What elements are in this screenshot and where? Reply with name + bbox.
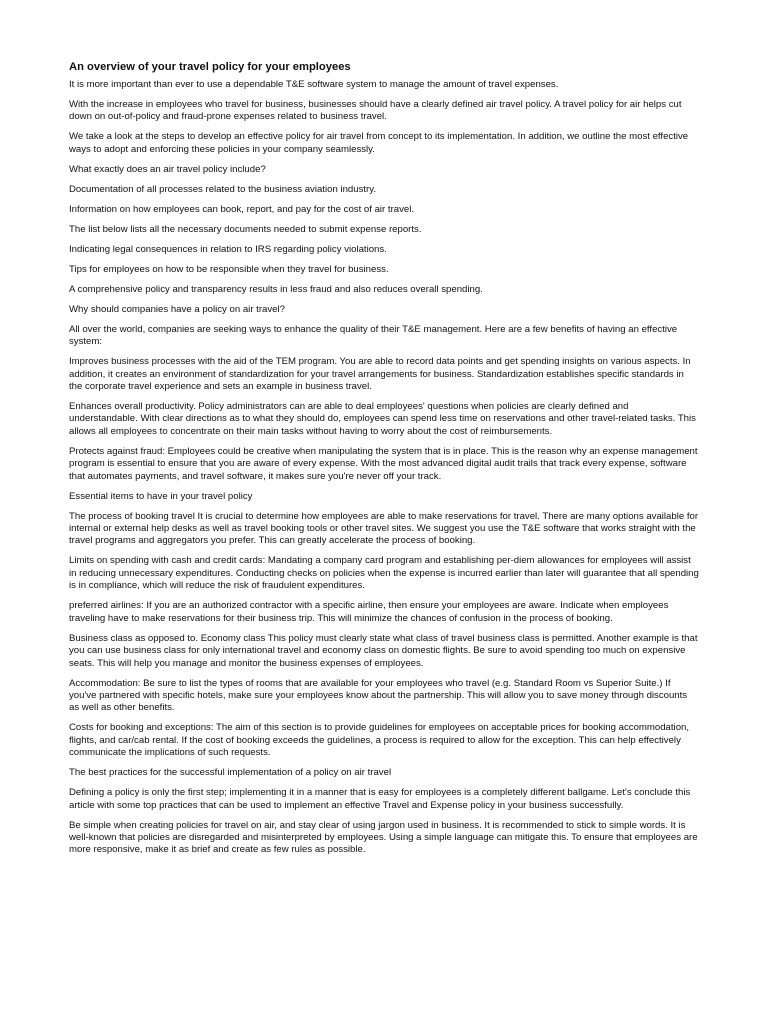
paragraph: Enhances overall productivity. Policy administrators can are able to deal employees' questions when policies are clearly defined and understandable. With clear directions as to what they should do, employees can spend less time on reservations and other travel-related tasks. This allows all employees to concentrate on their main tasks without having to worry about the cost of reimbursements. bbox=[69, 401, 696, 437]
paragraph: All over the world, companies are seeking ways to enhance the quality of their T&E management. Here are a few benefits of having an effective system: bbox=[69, 323, 678, 348]
paragraph: With the increase in employees who travel for business, businesses should have a clearly defined air travel policy. A travel policy for air helps cut down on out-of-policy and fraud-prone expenses related to business travel. bbox=[69, 99, 682, 123]
paragraph: Business class as opposed to. Economy class This policy must clearly state what class of travel business class is permitted. Another example is that you can use business class for only international travel and economy class on domestic flights. Be sure to avoid spending too much on expensive seats. This will help you manage and monitor the business expenses of employees. bbox=[69, 632, 698, 669]
paragraph: Limits on spending with cash and credit cards: Mandating a company card program and establishing per-diem allowances for employees will assist in reducing unnecessary expenditures. Conducting checks on policies when the expense is incurred earlier than later will guarantee that all spending is in compliance, which will reduce the risk of fraudulent expenditures. bbox=[69, 555, 699, 592]
paragraph: Tips for employees on how to be responsible when they travel for business. bbox=[69, 263, 389, 275]
paragraph: We take a look at the steps to develop an effective policy for air travel from concept to its implementation. In addition, we outline the most effective ways to adopt and enforcing these policies in your company seamlessly. bbox=[69, 131, 689, 155]
paragraph: The list below lists all the necessary documents needed to submit expense reports. bbox=[69, 223, 422, 235]
paragraph: Improves business processes with the aid of the TEM program. You are able to record data points and get spending insights on various aspects. In addition, it creates an environment of standardization for your travel arrangements for business. Standardization establishes specific standards in the corporate travel experience and sets an example in business travel. bbox=[69, 356, 691, 393]
section-heading: What exactly does an air travel policy include? bbox=[69, 163, 266, 175]
paragraph: Defining a policy is only the first step; implementing it in a manner that is easy for employees is a completely different ballgame. Let's conclude this article with some top practices that can be used to implement an effective Travel and Expense policy in your business successfully. bbox=[69, 787, 691, 811]
paragraph: Information on how employees can book, report, and pay for the cost of air travel. bbox=[69, 203, 415, 215]
section-heading: Why should companies have a policy on air travel? bbox=[69, 303, 285, 315]
section-heading: The best practices for the successful implementation of a policy on air travel bbox=[69, 767, 392, 779]
paragraph: Protects against fraud: Employees could be creative when manipulating the system that is in place. This is the reason why an expense management program is essential to ensure that you are aware of every expense. With the most advanced digital audit trails that track every expense, software that automates payments, and travel software, it makes sure you're never off your track. bbox=[69, 445, 698, 482]
paragraph: Accommodation: Be sure to list the types of rooms that are available for your employees who travel (e.g. Standard Room vs Superior Suite.) If you've partnered with specific hotels, make sure your employees know about the partnership. This will allow you to save money through discounts as well as other benefits. bbox=[69, 677, 688, 714]
paragraph: Costs for booking and exceptions: The aim of this section is to provide guidelines for employees on acceptable prices for booking accommodation, flights, and car/cab rental. If the cost of booking exceeds the guidelines, a process is required to allow for the exception. This can help effectively communicate the implications of such requests. bbox=[69, 722, 690, 759]
section-heading: Essential items to have in your travel policy bbox=[69, 490, 253, 502]
paragraph: A comprehensive policy and transparency results in less fraud and also reduces overall spending. bbox=[69, 283, 483, 295]
paragraph: Indicating legal consequences in relation to IRS regarding policy violations. bbox=[69, 243, 387, 255]
paragraph: It is more important than ever to use a dependable T&E software system to manage the amount of travel expenses. bbox=[69, 79, 559, 90]
paragraph: Be simple when creating policies for travel on air, and stay clear of using jargon used in business. It is recommended to stick to simple words. It is well-known that policies are disregarded and misinterpreted by employees. Using a simple language can mitigate this. To ensure that employees are more responsive, make it as brief and create as few rules as possible. bbox=[69, 819, 698, 856]
document-body bbox=[69, 60, 699, 864]
paragraph: preferred airlines: If you are an authorized contractor with a specific airline, then ensure your employees are aware. Indicate when employees traveling have to make reservations for their business trip. This will minimize the chances of confusion in the process of booking. bbox=[69, 600, 669, 624]
paragraph: The process of booking travel It is crucial to determine how employees are able to make reservations for travel. There are many options available for internal or external help desks as well as travel booking tools or other travel sites. We suggest you use the T&E software that works straight with the travel programs and aggregators you prefer. This can greatly accelerate the process of booking. bbox=[69, 510, 699, 547]
document-title: An overview of your travel policy for your employees bbox=[69, 61, 351, 73]
paragraph: Documentation of all processes related to the business aviation industry. bbox=[69, 183, 376, 195]
